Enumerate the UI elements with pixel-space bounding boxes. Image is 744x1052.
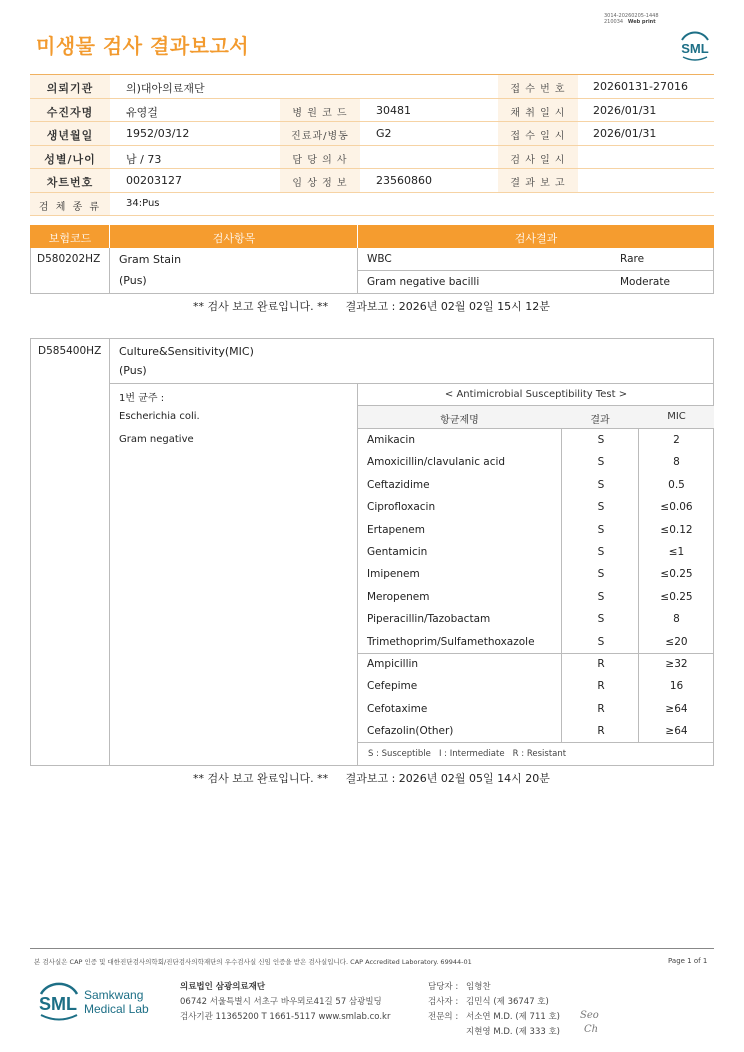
staff-name: 지현영 M.D. (제 333 호) — [466, 1027, 561, 1037]
antibiotic-mic: 16 — [669, 680, 684, 693]
value-department: G2 — [376, 127, 392, 140]
info-row — [30, 169, 714, 193]
antibiotic-mic: ≤0.25 — [660, 568, 693, 581]
culture-section — [30, 338, 714, 766]
antibiotic-mic: ≤1 — [668, 546, 685, 558]
antibiotic-row — [359, 541, 714, 564]
signature-2: Ch — [584, 1024, 599, 1035]
antibiotic-result: R — [597, 725, 605, 738]
staff-role: 전문의 : — [428, 1012, 459, 1022]
label-test-date: 검 사 일 시 — [510, 154, 566, 166]
antibiotic-name: Ampicillin — [367, 658, 419, 670]
antibiotic-mic: 8 — [673, 456, 680, 469]
sml-logo-text: SML — [681, 41, 709, 56]
col-result: 결과 — [590, 415, 610, 426]
antibiotic-result: R — [597, 702, 605, 715]
sml-footer-logo-text: SML — [39, 994, 77, 1014]
antibiotic-mic: ≥64 — [665, 725, 688, 738]
value-requesting-org: 의)대아의료재단 — [126, 82, 205, 95]
antibiotic-mic: 2 — [673, 434, 680, 446]
antibiotic-mic: ≤0.25 — [660, 590, 693, 603]
susceptibility-legend: S : Susceptible I : Intermediate R : Resistant — [368, 749, 567, 759]
antibiotic-name: Ceftazidime — [367, 478, 430, 491]
value-specimen-type: 34:Pus — [126, 197, 160, 209]
antibiotic-name: Cefotaxime — [367, 702, 428, 715]
culture-completion: ** 검사 보고 완료입니다. ** 결과보고 : 2026년 02월 05일 14시 20분 — [193, 772, 550, 785]
info-row — [30, 122, 714, 146]
info-row — [30, 146, 714, 170]
antibiotic-result: S — [597, 456, 605, 469]
document-id — [604, 13, 659, 25]
culture-specimen: (Pus) — [119, 364, 147, 377]
value-patient-name: 유영걸 — [126, 105, 158, 119]
antibiotic-result: R — [597, 658, 605, 670]
label-birth-date: 생년월일 — [46, 129, 94, 142]
antibiotic-name: Cefazolin(Other) — [367, 725, 454, 738]
footer-logo — [36, 980, 156, 1026]
antibiotic-mic: 0.5 — [668, 478, 685, 491]
header-test-item: 검사항목 — [212, 232, 256, 245]
label-specimen-type: 검 체 종 류 — [38, 201, 102, 213]
antibiotic-result: S — [597, 568, 605, 581]
value-clinical-info: 23560860 — [376, 174, 432, 187]
web-print-label: Web print — [627, 19, 656, 25]
col-drug-name: 항균제명 — [440, 415, 479, 426]
doc-id-line2: 210034 — [604, 19, 624, 25]
antibiotic-result: S — [597, 613, 605, 626]
gram-stain-name: Gram Stain — [119, 253, 182, 266]
antibiotic-result: R — [597, 680, 605, 693]
antibiotic-row — [359, 563, 714, 586]
antibiotic-result: S — [597, 434, 605, 446]
antibiotic-name: Cefepime — [367, 680, 418, 693]
info-row — [30, 193, 714, 217]
staff-name: 김민식 (제 36747 호) — [466, 997, 549, 1007]
patient-info-table — [30, 74, 714, 216]
antibiotic-result: S — [597, 501, 605, 514]
culture-code: D585400HZ — [38, 345, 102, 357]
staff-role: 담당자 : — [428, 982, 459, 992]
antibiotic-name: Gentamicin — [367, 546, 428, 558]
label-patient-name: 수진자명 — [46, 105, 94, 119]
gram-stain-specimen: (Pus) — [119, 274, 147, 287]
result-value: Moderate — [620, 276, 670, 288]
label-result-report: 결 과 보 고 — [510, 178, 566, 189]
staff-name: 임형찬 — [466, 982, 491, 992]
antibiotic-mic: ≥64 — [665, 702, 688, 715]
strain-label: 1번 균주 : — [119, 393, 165, 404]
label-accession-no: 접 수 번 호 — [510, 84, 566, 95]
value-received-date: 2026/01/31 — [593, 127, 657, 140]
header-insurance-code: 보험코드 — [48, 232, 92, 245]
value-chart-no: 00203127 — [126, 174, 182, 187]
antibiotic-name: Ciprofloxacin — [367, 501, 436, 514]
antibiotic-row — [359, 451, 714, 474]
antibiotic-row — [359, 631, 714, 654]
gram-result: Gram negative — [119, 434, 194, 445]
antibiotic-name: Amoxicillin/clavulanic acid — [367, 456, 506, 469]
brand-line2: Medical Lab — [84, 1002, 149, 1016]
header-test-result: 검사결과 — [514, 232, 558, 245]
label-department: 진료과/병동 — [291, 131, 349, 142]
page-indicator: Page 1 of 1 — [668, 957, 708, 965]
antibiotic-row — [359, 429, 714, 452]
antibiotic-name: Imipenem — [367, 568, 420, 581]
lab-address: 06742 서울특별시 서초구 바우뫼로41길 57 삼광빌딩 — [180, 997, 382, 1007]
lab-contact: 검사기관 11365200 T 1661-5117 www.smlab.co.kr — [180, 1012, 391, 1022]
signature-1: Seo — [580, 1010, 599, 1021]
antibiotic-result: S — [597, 523, 605, 536]
sml-footer-logo-icon — [36, 980, 82, 1026]
antibiotic-row — [359, 519, 714, 542]
gram-stain-section — [30, 248, 714, 294]
info-row — [30, 75, 714, 99]
antibiotic-result: S — [597, 590, 605, 603]
staff-name: 서소연 M.D. (제 711 호) — [466, 1012, 561, 1022]
culture-name: Culture&Sensitivity(MIC) — [119, 345, 254, 358]
label-received-date: 접 수 일 시 — [510, 131, 566, 142]
antibiotic-mic: ≤0.12 — [660, 523, 693, 536]
antibiotic-result: S — [597, 546, 605, 558]
label-collection-date: 채 취 일 시 — [510, 107, 566, 119]
organism-name: Escherichia coli. — [119, 411, 200, 422]
label-sex-age: 성별/나이 — [44, 152, 96, 166]
sml-logo-icon — [676, 26, 714, 64]
antibiotic-row — [359, 698, 714, 721]
value-collection-date: 2026/01/31 — [593, 103, 657, 117]
result-value: Rare — [620, 253, 645, 265]
antibiotic-row — [359, 608, 714, 631]
result-label: Gram negative bacilli — [367, 276, 480, 288]
gram-stain-code: D580202HZ — [37, 253, 101, 265]
antibiotic-row — [359, 474, 714, 497]
brand-line1: Samkwang — [84, 988, 144, 1002]
doc-id-line1: 3014-20260205-1448 — [604, 13, 659, 19]
col-mic: MIC — [667, 411, 686, 422]
antibiotic-mic: 8 — [673, 613, 680, 626]
ast-title: < Antimicrobial Susceptibility Test > — [444, 389, 628, 400]
value-hospital-code: 30481 — [376, 103, 411, 117]
label-clinical-info: 임 상 정 보 — [292, 178, 348, 189]
antibiotic-result: S — [597, 635, 605, 648]
result-label: WBC — [367, 253, 392, 265]
antibiotic-result: S — [597, 478, 605, 491]
label-requesting-org: 의뢰기관 — [46, 82, 94, 95]
antibiotic-row — [359, 653, 714, 676]
antibiotic-name: Amikacin — [367, 434, 416, 446]
antibiotic-name: Trimethoprim/Sulfamethoxazole — [367, 635, 535, 648]
value-sex-age: 남 / 73 — [126, 152, 162, 166]
report-title: 미생물 검사 결과보고서 — [36, 34, 250, 58]
staff-role: 검사자 : — [428, 997, 459, 1007]
org-name: 의료법인 삼광의료재단 — [180, 982, 266, 992]
value-birth-date: 1952/03/12 — [126, 127, 190, 140]
antibiotic-mic: ≤20 — [665, 635, 688, 648]
label-hospital-code: 병 원 코 드 — [292, 107, 348, 119]
antibiotic-mic: ≥32 — [665, 658, 688, 670]
label-chart-no: 차트번호 — [46, 176, 94, 189]
antibiotic-name: Ertapenem — [367, 523, 425, 536]
footer-divider — [30, 948, 714, 949]
antibiotic-row — [359, 586, 714, 609]
value-accession-no: 20260131-27016 — [593, 80, 688, 93]
antibiotic-row — [359, 675, 714, 698]
antibiotic-name: Meropenem — [367, 590, 430, 603]
lab-address-block — [180, 980, 390, 1025]
gram-stain-completion: ** 검사 보고 완료입니다. ** 결과보고 : 2026년 02월 02일 15시 12분 — [193, 300, 550, 313]
accreditation-note: 본 검사실은 CAP 인증 및 대한진단검사의학회/진단검사의학재단의 우수검사실 신임 인증을 받은 검사실입니다. CAP Accredited Laboratory. 69944-01 — [34, 958, 472, 966]
results-table-header — [30, 225, 714, 248]
antibiotic-row — [359, 720, 714, 743]
antibiotic-name: Piperacillin/Tazobactam — [367, 613, 491, 626]
antibiotic-mic: ≤0.06 — [660, 501, 693, 514]
staff-block — [428, 980, 560, 1040]
label-physician: 담 당 의 사 — [292, 154, 348, 166]
antibiotic-row — [359, 496, 714, 519]
info-row — [30, 99, 714, 123]
